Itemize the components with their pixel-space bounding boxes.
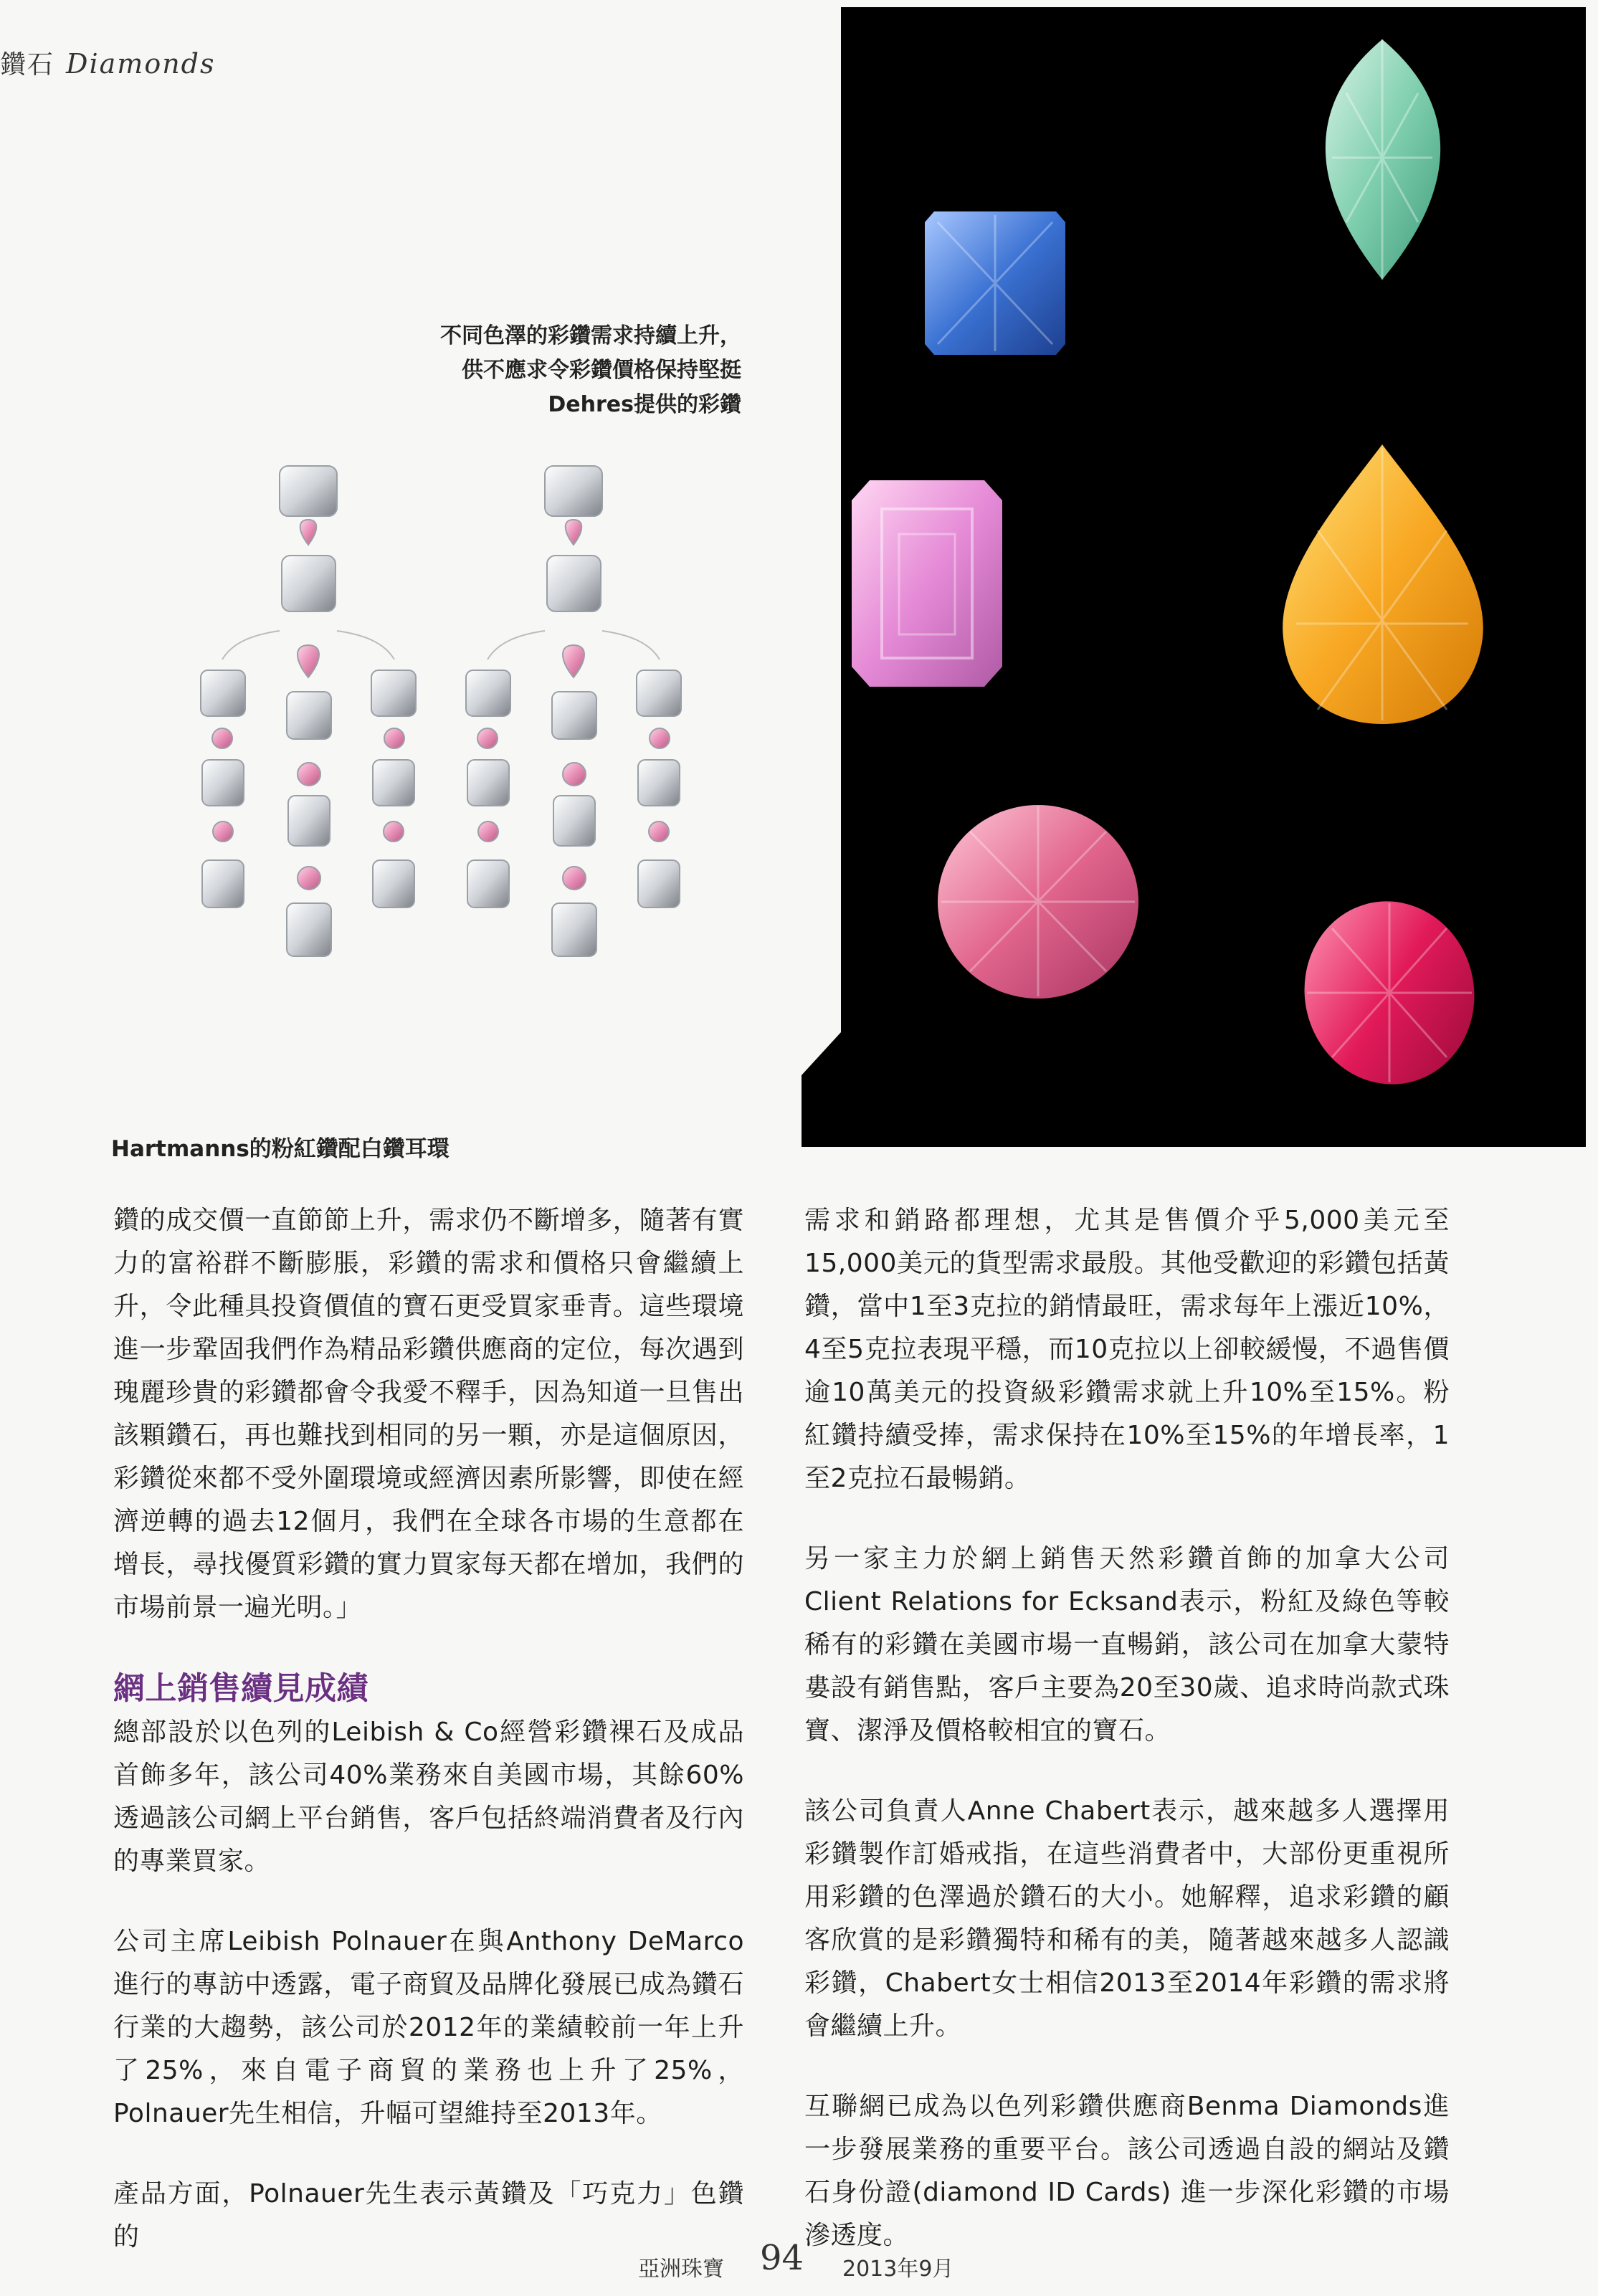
right-column (804, 1199, 1450, 2295)
magazine-name: 亞洲珠寶 (638, 2257, 724, 2282)
paragraph: 公司主席Leibish Polnauer在與Anthony DeMarco進行的專訪中透露，電子商貿及品牌化發展已成為鑽石行業的大趨勢，該公司於2012年的業績較前一年上升了25%，來自電子商貿的業務也上升了25%，Polnauer先生相信，升幅可望維持至2013年。 (113, 1927, 744, 2128)
page-number: 94 (760, 2238, 804, 2278)
paragraph: 需求和銷路都理想，尤其是售價介乎5,000美元至15,000美元的貨型需求最殷。其他受歡迎的彩鑽包括黃鑽，當中1至3克拉的銷情最旺，需求每年上漲近10%，4至5克拉表現平穩，而10克拉以上卻較緩慢，不過售價逾10萬美元的投資級彩鑽需求就上升10%至15%。粉紅鑽持續受捧，需求保持在10%至15%的年增長率，1至2克拉石最暢銷。 (804, 1206, 1450, 1493)
gems-caption-line: 供不應求令彩鑽價格保持堅挺 (462, 358, 741, 383)
earrings-photo (186, 444, 703, 1104)
section-label-en: Diamonds (66, 48, 216, 80)
paragraph: 鑽的成交價一直節節上升，需求仍不斷增多，隨著有實力的富裕群不斷膨脹，彩鑽的需求和價格只會繼續上升，令此種具投資價值的寶石更受買家垂青。這些環境進一步鞏固我們作為精品彩鑽供應商的定位，每次遇到瑰麗珍貴的彩鑽都會令我愛不釋手，因為知道一旦售出該顆鑽石，再也難找到相同的另一顆，亦是這個原因，彩鑽從來都不受外圍環境或經濟因素所影響，即使在經濟逆轉的過去12個月，我們在全球各市場的生意都在增長，尋找優質彩鑽的實力買家每天都在增加，我們的市場前景一遍光明。」 (113, 1206, 744, 1622)
gem-photo (802, 7, 1586, 1147)
gems-caption-line: Dehres提供的彩鑽 (548, 392, 741, 417)
paragraph: 產品方面，Polnauer先生表示黃鑽及「巧克力」色鑽的 (113, 2179, 744, 2252)
section-label-zh: 鑽石 (0, 50, 55, 80)
right-earring (466, 466, 681, 956)
earrings-caption: Hartmanns的粉紅鑽配白鑽耳環 (111, 1136, 450, 1162)
section-heading: 網上銷售續見成績 (113, 1670, 368, 1707)
left-earring (201, 466, 416, 956)
section-label (0, 44, 216, 81)
gems-caption-line: 不同色澤的彩鑽需求持續上升， (440, 323, 741, 348)
gems-caption (440, 319, 741, 422)
issue-date: 2013年9月 (842, 2257, 954, 2282)
paragraph: 互聯網已成為以色列彩鑽供應商Benma Diamonds進一步發展業務的重要平台。該公司透過自設的網站及鑽石身份證(diamond ID Cards) 進一步深化彩鑽的市場滲透度。 (804, 2092, 1450, 2250)
left-column (113, 1199, 744, 2296)
paragraph: 另一家主力於網上銷售天然彩鑽首飾的加拿大公司Client Relations for Ecksand表示，粉紅及綠色等較稀有的彩鑽在美國市場一直暢銷，該公司在加拿大蒙特婁設有銷售點，客戶主要為20至30歲、追求時尚款式珠寶、潔淨及價格較相宜的寶石。 (804, 1544, 1450, 1745)
pink-emerald-cut-diamond (852, 480, 1002, 687)
paragraph: 該公司負責人Anne Chabert表示，越來越多人選擇用彩鑽製作訂婚戒指，在這些消費者中，大部份更重視所用彩鑽的色澤過於鑽石的大小。她解釋，追求彩鑽的顧客欣賞的是彩鑽獨特和稀有的美，隨著越來越多人認識彩鑽，Chabert女士相信2013至2014年彩鑽的需求將會繼續上升。 (804, 1796, 1450, 2041)
paragraph: 總部設於以色列的Leibish & Co經營彩鑽裸石及成品首飾多年，該公司40%業務來自美國市場，其餘60%透過該公司網上平台銷售，客戶包括終端消費者及行內的專業買家。 (113, 1718, 744, 1876)
